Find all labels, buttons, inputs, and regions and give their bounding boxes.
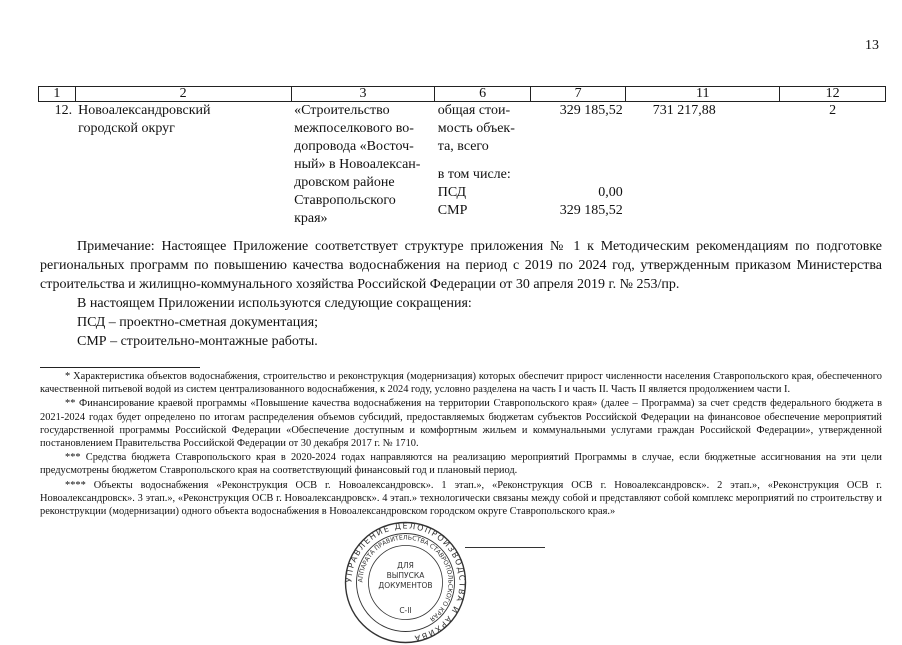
header-col-11: 11: [626, 87, 780, 102]
stamp-line-3: ДОКУМЕНТОВ: [378, 581, 433, 590]
header-col-12: 12: [780, 87, 886, 102]
col7-value: [533, 120, 622, 138]
official-stamp: [343, 520, 468, 645]
stamp-line-1: ДЛЯ: [397, 561, 414, 570]
col7-cell: [530, 102, 625, 229]
footnote-1: * Характеристика объектов водоснабжения, строительство и реконструкция (модернизация) которых обеспечит прирост численности населения Ставропольского края, обеспеченного качественной питьевой водой из систем централизованного водоснабжения, к 2024 году, условно разделена на часть I и часть II. Часть II является продолжением части I.: [40, 371, 882, 396]
project-line: ный» в Новоалексан-: [294, 157, 421, 172]
project-line: края»: [294, 211, 328, 226]
abbr-psd: ПСД – проектно-сметная документация;: [77, 315, 319, 330]
col7-value: [533, 138, 622, 156]
project-line: межпоселкового во-: [294, 121, 414, 136]
signature-line: [465, 547, 545, 548]
cost-label-cell: [435, 102, 531, 229]
project-line: Ставропольского: [294, 193, 396, 208]
project-line: допровода «Восточ-: [294, 139, 414, 154]
footnote-divider: [40, 367, 200, 368]
cost-label: мость объек-: [437, 121, 515, 136]
district-line: городской округ: [78, 121, 175, 136]
col7-value: 0,00: [598, 185, 623, 200]
col7-value: 329 185,52: [559, 103, 623, 118]
footnotes: [40, 370, 882, 519]
table-row: [39, 102, 886, 229]
col7-value: [533, 166, 622, 184]
col7-value: 329 185,52: [559, 203, 623, 218]
page-number: 13: [865, 38, 879, 53]
project-line: дровском районе: [294, 175, 395, 190]
col11-value: 731 217,88: [652, 103, 716, 118]
abbr-smr: СМР – строительно-монтажные работы.: [77, 334, 318, 349]
project-cell: [291, 102, 435, 229]
project-line: «Строительство: [294, 103, 390, 118]
note-block: [40, 237, 882, 351]
footnote-4: **** Объекты водоснабжения «Реконструкция ОСВ г. Новоалександровск». 1 этап.», «Реконструкция ОСВ г. Новоалександровск». 2 этап.», «Реконструкция ОСВ г. Новоалександровск». 3 этап.», «Реконструкция ОСВ г. Новоалександровск». 4 этап.» технологически связаны между собой и представляют собой комплекс мероприятий по строительству и реконструкции (модернизации) одного объекта водоснабжения в Новоалександровском городском округе Ставропольского края.»: [40, 479, 882, 518]
cost-label: в том числе:: [437, 167, 511, 182]
header-col-2: 2: [75, 87, 291, 102]
note-paragraph: Примечание: Настоящее Приложение соответствует структуре приложения № 1 к Методическим рекомендациям по подготовке региональных программ по повышению качества водоснабжения на период с 2019 по 2024 год, утвержденным приказом Министерства строительства и жилищно-коммунального хозяйства Российской Федерации от 30 апреля 2019 г. № 253/пр.: [40, 239, 882, 292]
cost-label: ПСД: [437, 185, 467, 200]
program-table: [38, 86, 886, 228]
cost-label: общая стои-: [437, 103, 511, 118]
cost-label-gap: [438, 156, 528, 166]
footnote-2: ** Финансирование краевой программы «Повышение качества водоснабжения на территории Ставропольского края» (далее – Программа) за счет средств федерального бюджета в 2021-2024 годах будет определено по итогам распределения объемов субсидий, предоставляемых бюджетам субъектов Российской Федерации на финансовое обеспечение мероприятий государственной программы Российской Федерации «Обеспечение доступным и комфортным жильем и коммунальными услугами граждан Российской Федерации», утвержденной постановлением Правительства Российской Федерации от 30 декабря 2017 г. № 1710.: [40, 398, 882, 450]
col7-gap: [533, 156, 622, 166]
col12-value: 2: [829, 103, 837, 118]
footnote-3: *** Средства бюджета Ставропольского края в 2020-2024 годах направляются на реализацию мероприятий Программы в случае, если бюджетные ассигнования на эти цели предусмотрены бюджетом Ставропольского края на соответствующий финансовый год и плановый период.: [40, 452, 882, 477]
abbr-intro: В настоящем Приложении используются следующие сокращения:: [77, 296, 472, 311]
row-number: 12.: [54, 103, 73, 118]
header-col-3: 3: [291, 87, 435, 102]
stamp-ring-outer-text: УПРАВЛЕНИЕ ДЕЛОПРОИЗВОДСТВА И АРХИВА: [344, 521, 467, 643]
cost-label: СМР: [437, 203, 468, 218]
stamp-line-2: ВЫПУСКА: [386, 571, 425, 580]
cost-label: та, всего: [437, 139, 489, 154]
table-header-row: [39, 87, 886, 102]
header-col-1: 1: [39, 87, 76, 102]
district-cell: [75, 102, 291, 229]
header-col-6: 6: [435, 87, 531, 102]
district-line: Новоалександровский: [78, 103, 211, 118]
stamp-code: С-II: [399, 606, 412, 615]
header-col-7: 7: [530, 87, 625, 102]
stamp-ring-inner-text: АППАРАТА ПРАВИТЕЛЬСТВА СТАВРОПОЛЬСКОГО КРАЯ: [357, 534, 454, 623]
